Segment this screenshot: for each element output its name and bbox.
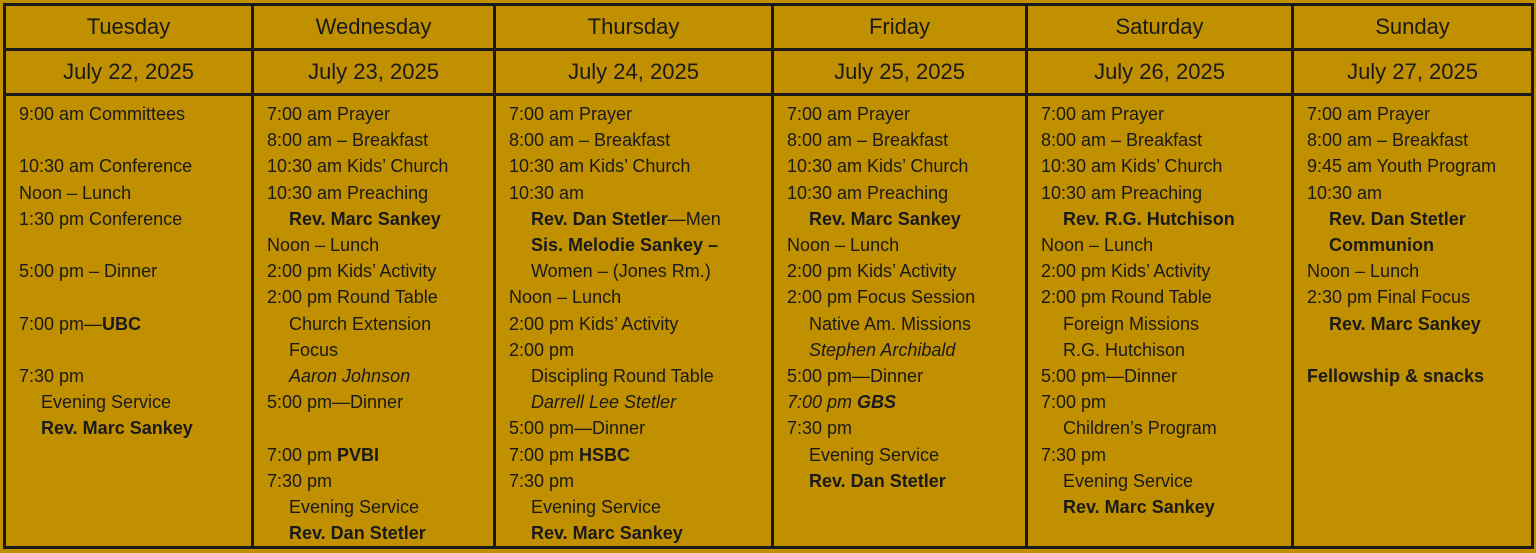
event-line — [787, 337, 1025, 363]
event-line — [509, 494, 771, 520]
event-text: Rev. Marc Sankey — [41, 418, 193, 439]
event-line — [1307, 101, 1531, 127]
event-text: 7:00 pm — [1041, 392, 1107, 413]
event-line — [787, 153, 1025, 179]
event-text: 10:30 am Preaching — [267, 182, 429, 203]
event-line — [1041, 180, 1291, 206]
event-text: Rev. Marc Sankey — [289, 208, 441, 229]
event-line — [509, 442, 771, 468]
event-text: 10:30 am Kids’ Church — [267, 156, 449, 177]
events-sunday — [1293, 95, 1533, 548]
event-line — [787, 442, 1025, 468]
event-text: 7:00 am Prayer — [1307, 104, 1431, 124]
event-text: 2:00 pm Focus Session — [787, 287, 976, 308]
event-text: Noon – Lunch — [19, 182, 132, 203]
event-text: Rev. Dan Stetler — [289, 523, 426, 544]
event-line — [509, 311, 771, 337]
day-header-thursday: Thursday — [495, 5, 773, 50]
event-line — [267, 468, 493, 494]
event-line — [787, 206, 1025, 232]
event-line — [267, 284, 493, 310]
event-text: Noon – Lunch — [1307, 261, 1420, 282]
event-text: 5:00 pm—Dinner — [267, 392, 404, 413]
day-header-friday: Friday — [773, 5, 1027, 50]
event-text: 7:30 pm — [787, 418, 853, 439]
event-text: Noon – Lunch — [509, 287, 622, 308]
event-text: UBC — [102, 313, 142, 334]
event-line — [1041, 442, 1291, 468]
event-line — [509, 127, 771, 153]
event-text: 5:00 pm—Dinner — [1041, 366, 1178, 387]
event-line — [787, 284, 1025, 310]
event-line — [509, 258, 771, 284]
event-line — [19, 101, 251, 127]
event-text: Rev. Dan Stetler — [1329, 208, 1466, 229]
event-text: 7:30 pm — [19, 365, 85, 386]
event-text: Foreign Missions — [1063, 313, 1200, 334]
spacer-line — [19, 127, 251, 153]
event-line — [787, 311, 1025, 337]
day-header-tuesday: Tuesday — [5, 5, 253, 50]
event-line — [267, 258, 493, 284]
event-text: 10:30 am Conference — [19, 156, 193, 177]
events-saturday — [1027, 95, 1293, 548]
event-line — [1307, 180, 1531, 206]
event-line — [787, 415, 1025, 441]
event-line — [509, 389, 771, 415]
date-sunday: July 27, 2025 — [1293, 50, 1533, 95]
event-line — [509, 363, 771, 389]
event-line — [19, 389, 251, 415]
event-line — [509, 520, 771, 546]
date-friday: July 25, 2025 — [773, 50, 1027, 95]
event-line — [1041, 232, 1291, 258]
event-text: 1:30 pm Conference — [19, 208, 183, 229]
day-header-row — [5, 5, 1533, 50]
event-text: 2:30 pm Final Focus — [1307, 287, 1471, 308]
event-text: 7:00 pm — [787, 392, 858, 413]
event-line — [1041, 337, 1291, 363]
event-text: 10:30 am Kids’ Church — [787, 156, 969, 177]
event-line — [267, 520, 493, 546]
event-line — [267, 127, 493, 153]
events-row — [5, 95, 1533, 548]
event-text: 7:00 pm— — [19, 313, 103, 334]
day-header-sunday: Sunday — [1293, 5, 1533, 50]
event-text: 2:00 pm — [509, 339, 575, 360]
event-line — [509, 101, 771, 127]
event-text: 8:00 am – Breakfast — [787, 130, 949, 151]
event-line — [1307, 206, 1531, 232]
event-text: 7:00 am Prayer — [787, 104, 911, 124]
event-line — [267, 442, 493, 468]
event-text: 2:00 pm Kids’ Activity — [509, 313, 679, 334]
event-text: —Men — [667, 208, 721, 229]
event-text: Noon – Lunch — [787, 235, 900, 256]
event-line — [509, 468, 771, 494]
event-text: 9:45 am Youth Program — [1307, 156, 1497, 177]
event-text: 5:00 pm – Dinner — [19, 261, 158, 282]
event-text: Rev. Dan Stetler — [809, 470, 946, 491]
event-line — [19, 206, 251, 232]
event-line — [267, 337, 493, 363]
event-line — [1041, 284, 1291, 310]
event-line — [787, 389, 1025, 415]
event-line — [1307, 284, 1531, 310]
event-text: 5:00 pm—Dinner — [509, 418, 646, 439]
event-line — [1307, 258, 1531, 284]
event-line — [1041, 468, 1291, 494]
event-text: Rev. Marc Sankey — [531, 523, 683, 544]
event-line — [509, 206, 771, 232]
event-line — [509, 415, 771, 441]
spacer-line — [267, 415, 493, 441]
event-line — [267, 232, 493, 258]
event-text: Darrell Lee Stetler — [531, 392, 677, 413]
event-line — [1041, 127, 1291, 153]
event-line — [267, 494, 493, 520]
event-text: Rev. Dan Stetler — [531, 208, 668, 229]
event-line — [787, 258, 1025, 284]
event-line — [1307, 363, 1531, 389]
event-text: Children’s Program — [1063, 418, 1217, 439]
event-text: Evening Service — [809, 444, 940, 465]
event-text: Rev. Marc Sankey — [1063, 497, 1215, 518]
events-wednesday — [253, 95, 495, 548]
event-text: Stephen Archibald — [809, 339, 956, 360]
event-line — [1307, 153, 1531, 179]
event-text: 7:00 am Prayer — [267, 104, 391, 124]
event-text: 2:00 pm Kids’ Activity — [267, 261, 437, 282]
schedule-table — [3, 3, 1534, 549]
event-text: R.G. Hutchison — [1063, 339, 1186, 360]
event-text: 7:30 pm — [1041, 444, 1107, 465]
event-text: Rev. Marc Sankey — [1329, 313, 1481, 334]
event-line — [1041, 206, 1291, 232]
event-text: Evening Service — [289, 497, 420, 518]
event-text: 7:00 am Prayer — [509, 104, 633, 124]
event-text: Focus — [289, 339, 339, 360]
event-text: Church Extension — [289, 313, 432, 334]
event-line — [787, 232, 1025, 258]
event-text: 7:00 pm — [267, 444, 338, 465]
date-tuesday: July 22, 2025 — [5, 50, 253, 95]
event-text: 2:00 pm Round Table — [267, 287, 438, 308]
spacer-line — [19, 232, 251, 258]
event-text: Aaron Johnson — [289, 366, 411, 387]
event-text: 10:30 am Kids’ Church — [1041, 156, 1223, 177]
events-thursday — [495, 95, 773, 548]
event-text: GBS — [857, 392, 897, 413]
event-text: Communion — [1329, 235, 1434, 256]
event-line — [1041, 258, 1291, 284]
event-text: 10:30 am Preaching — [787, 182, 949, 203]
event-text: 2:00 pm Kids’ Activity — [787, 261, 957, 282]
event-text: 2:00 pm Round Table — [1041, 287, 1212, 308]
event-line — [1307, 311, 1531, 337]
event-line — [267, 363, 493, 389]
event-line — [1307, 127, 1531, 153]
date-saturday: July 26, 2025 — [1027, 50, 1293, 95]
spacer-line — [19, 337, 251, 363]
event-line — [267, 311, 493, 337]
event-line — [19, 415, 251, 441]
date-thursday: July 24, 2025 — [495, 50, 773, 95]
event-line — [787, 180, 1025, 206]
event-line — [509, 180, 771, 206]
event-line — [509, 232, 771, 258]
event-line — [787, 127, 1025, 153]
event-line — [19, 153, 251, 179]
event-text: Rev. R.G. Hutchison — [1063, 208, 1235, 229]
spacer-line — [19, 284, 251, 310]
event-line — [1041, 363, 1291, 389]
event-line — [1041, 311, 1291, 337]
event-text: 10:30 am — [1307, 182, 1383, 203]
event-line — [787, 101, 1025, 127]
event-text: Noon – Lunch — [1041, 235, 1154, 256]
event-text: PVBI — [337, 444, 380, 465]
event-line — [267, 180, 493, 206]
event-text: Women – (Jones Rm.) — [531, 261, 711, 282]
event-line — [1307, 232, 1531, 258]
event-text: 8:00 am – Breakfast — [1307, 130, 1469, 151]
event-text: Noon – Lunch — [267, 235, 380, 256]
event-text: 10:30 am Preaching — [1041, 182, 1203, 203]
event-line — [19, 258, 251, 284]
event-line — [267, 389, 493, 415]
event-line — [267, 153, 493, 179]
event-text: Fellowship & snacks — [1307, 366, 1485, 387]
event-text: Discipling Round Table — [531, 366, 714, 387]
event-line — [267, 206, 493, 232]
event-line — [1041, 415, 1291, 441]
event-text: 5:00 pm—Dinner — [787, 366, 924, 387]
event-text: 2:00 pm Kids’ Activity — [1041, 261, 1211, 282]
day-header-saturday: Saturday — [1027, 5, 1293, 50]
event-text: Native Am. Missions — [809, 313, 972, 334]
event-line — [1041, 494, 1291, 520]
event-line — [1041, 101, 1291, 127]
event-text: 9:00 am Committees — [19, 104, 186, 124]
events-friday — [773, 95, 1027, 548]
spacer-line — [1307, 337, 1531, 363]
event-line — [787, 468, 1025, 494]
event-text: Sis. Melodie Sankey – — [531, 235, 719, 256]
event-text: 7:30 pm — [267, 470, 333, 491]
event-text: HSBC — [579, 444, 631, 465]
event-text: 10:30 am Kids’ Church — [509, 156, 691, 177]
event-text: Evening Service — [41, 392, 172, 413]
event-line — [19, 180, 251, 206]
event-text: 10:30 am — [509, 182, 585, 203]
event-line — [267, 101, 493, 127]
events-tuesday — [5, 95, 253, 548]
event-text: 8:00 am – Breakfast — [1041, 130, 1203, 151]
date-row — [5, 50, 1533, 95]
event-text: 8:00 am – Breakfast — [509, 130, 671, 151]
event-text: 7:30 pm — [509, 470, 575, 491]
event-text: Evening Service — [1063, 470, 1194, 491]
day-header-wednesday: Wednesday — [253, 5, 495, 50]
event-line — [19, 363, 251, 389]
event-line — [1041, 389, 1291, 415]
event-text: 7:00 am Prayer — [1041, 104, 1165, 124]
event-line — [19, 311, 251, 337]
date-wednesday: July 23, 2025 — [253, 50, 495, 95]
event-line — [1041, 153, 1291, 179]
event-text: Evening Service — [531, 497, 662, 518]
event-line — [509, 284, 771, 310]
event-line — [509, 337, 771, 363]
event-text: 7:00 pm — [509, 444, 580, 465]
event-line — [787, 363, 1025, 389]
event-text: 8:00 am – Breakfast — [267, 130, 429, 151]
event-text: Rev. Marc Sankey — [809, 208, 961, 229]
event-line — [509, 153, 771, 179]
